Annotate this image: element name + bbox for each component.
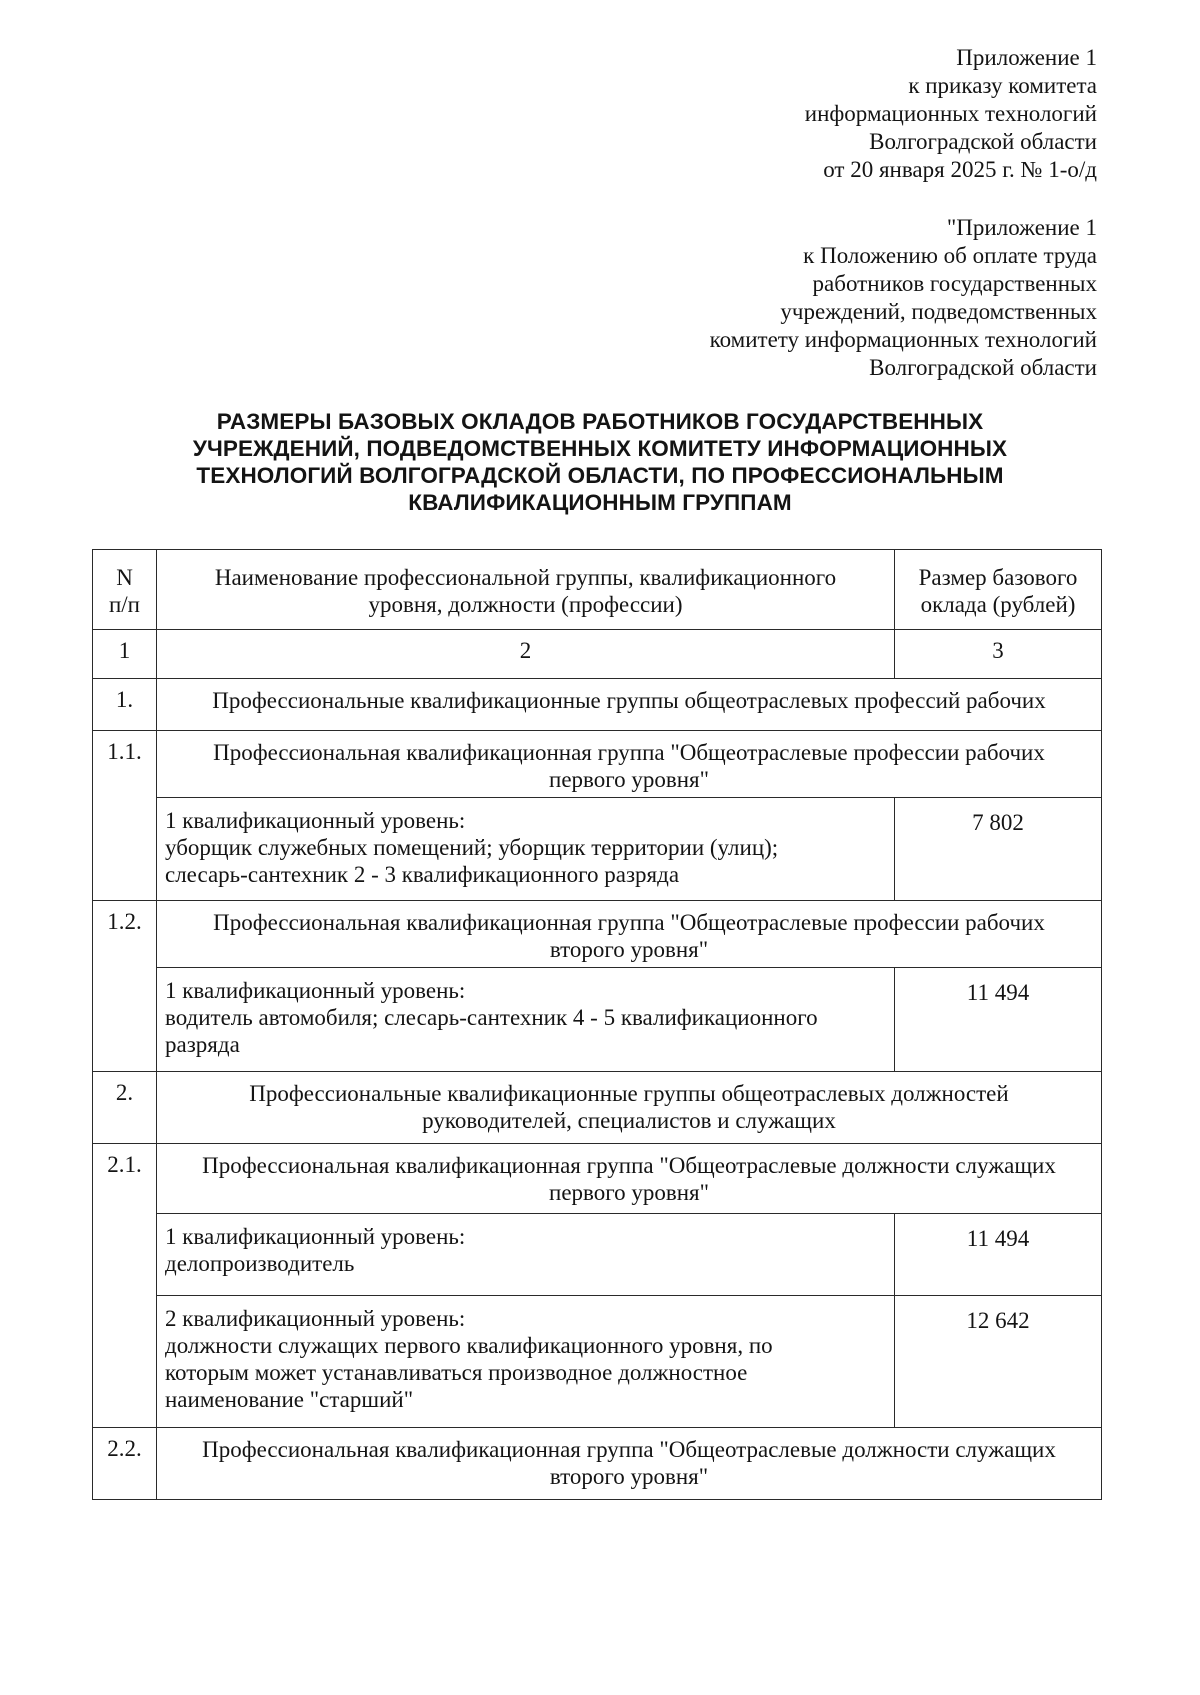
title-line: ТЕХНОЛОГИЙ ВОЛГОГРАДСКОЙ ОБЛАСТИ, ПО ПРОФЕССИОНАЛЬНЫМ	[196, 463, 1004, 488]
level-line: 1 квалификационный уровень:	[165, 978, 466, 1003]
title-line: УЧРЕЖДЕНИЙ, ПОДВЕДОМСТВЕННЫХ КОМИТЕТУ ИНФОРМАЦИОННЫХ	[192, 436, 1008, 461]
section-title-line: руководителей, специалистов и служащих	[422, 1108, 836, 1133]
level-line: 2 квалификационный уровень:	[165, 1306, 466, 1331]
level-line: 1 квалификационный уровень:	[165, 1224, 466, 1249]
group-title	[157, 1428, 1102, 1500]
group-title-line: Профессиональная квалификационная группа "Общеотраслевые профессии рабочих	[213, 910, 1045, 935]
group-row	[93, 1428, 1102, 1500]
group-title-line: Профессиональная квалификационная группа "Общеотраслевые должности служащих	[202, 1153, 1056, 1178]
level-description	[157, 968, 895, 1072]
header-salary-line: Размер базового	[918, 565, 1078, 590]
appendix-order-header	[805, 44, 1097, 184]
group-title	[157, 1144, 1102, 1214]
title-line: КВАЛИФИКАЦИОННЫМ ГРУППАМ	[408, 490, 792, 515]
section-title-line: Профессиональные квалификационные группы общеотраслевых должностей	[249, 1081, 1009, 1106]
appendix-regulation-header	[710, 214, 1097, 382]
column-number-cell: 1	[93, 630, 157, 679]
section-title	[157, 1072, 1102, 1144]
group-title-line: первого уровня"	[549, 767, 709, 792]
salary-value: 11 494	[895, 968, 1102, 1072]
group-row	[93, 731, 1102, 798]
salary-value: 11 494	[895, 1214, 1102, 1296]
appendix-regulation-line: к Положению об оплате труда	[803, 243, 1097, 268]
level-line: водитель автомобиля; слесарь-сантехник 4 - 5 квалификационного	[165, 1005, 818, 1030]
group-number: 2.1.	[93, 1144, 157, 1428]
appendix-regulation-line: "Приложение 1	[946, 215, 1097, 240]
appendix-regulation-line: Волгоградской области	[869, 355, 1097, 380]
group-title-line: Профессиональная квалификационная группа "Общеотраслевые должности служащих	[202, 1437, 1056, 1462]
section-title	[157, 679, 1102, 731]
salary-value: 7 802	[895, 798, 1102, 901]
level-row	[93, 1296, 1102, 1428]
level-row	[93, 798, 1102, 901]
group-title-line: первого уровня"	[549, 1180, 709, 1205]
salary-value: 12 642	[895, 1296, 1102, 1428]
header-salary-cell	[895, 550, 1102, 630]
header-number-line: N	[116, 565, 133, 590]
appendix-order-line: к приказу комитета	[908, 73, 1097, 98]
appendix-order-line: Приложение 1	[956, 45, 1097, 70]
level-description	[157, 1296, 895, 1428]
section-row	[93, 679, 1102, 731]
column-number-cell: 2	[157, 630, 895, 679]
header-name-line: уровня, должности (профессии)	[368, 592, 683, 617]
level-description	[157, 798, 895, 901]
group-number: 1.2.	[93, 901, 157, 1072]
group-title-line: второго уровня"	[549, 937, 709, 962]
group-title-line: второго уровня"	[549, 1464, 709, 1489]
level-line: наименование "старший"	[165, 1387, 414, 1412]
section-number: 2.	[93, 1072, 157, 1144]
level-line: делопроизводитель	[165, 1251, 355, 1276]
appendix-order-line: от 20 января 2025 г. № 1-о/д	[823, 157, 1097, 182]
section-row	[93, 1072, 1102, 1144]
document-title	[120, 408, 1080, 516]
level-line: слесарь-сантехник 2 - 3 квалификационного разряда	[165, 862, 680, 887]
appendix-order-line: Волгоградской области	[869, 129, 1097, 154]
group-number: 1.1.	[93, 731, 157, 901]
section-title-line: Профессиональные квалификационные группы общеотраслевых профессий рабочих	[212, 688, 1046, 713]
group-row	[93, 1144, 1102, 1214]
level-line: которым может устанавливаться производное должностное	[165, 1360, 748, 1385]
group-title-line: Профессиональная квалификационная группа "Общеотраслевые профессии рабочих	[213, 740, 1045, 765]
level-line: уборщик служебных помещений; уборщик территории (улиц);	[165, 835, 779, 860]
appendix-order-line: информационных технологий	[804, 101, 1097, 126]
title-line: РАЗМЕРЫ БАЗОВЫХ ОКЛАДОВ РАБОТНИКОВ ГОСУДАРСТВЕННЫХ	[216, 409, 984, 434]
appendix-regulation-line: учреждений, подведомственных	[780, 299, 1097, 324]
header-salary-line: оклада (рублей)	[920, 592, 1076, 617]
header-number-line: п/п	[108, 592, 140, 617]
header-name-line: Наименование профессиональной группы, квалификационного	[214, 565, 837, 590]
level-line: разряда	[165, 1032, 240, 1057]
level-line: должности служащих первого квалификационного уровня, по	[165, 1333, 773, 1358]
column-number-row	[93, 630, 1102, 679]
section-number: 1.	[93, 679, 157, 731]
header-number-cell	[93, 550, 157, 630]
level-line: 1 квалификационный уровень:	[165, 808, 466, 833]
level-row	[93, 1214, 1102, 1296]
appendix-regulation-line: работников государственных	[812, 271, 1097, 296]
group-title	[157, 901, 1102, 968]
level-description	[157, 1214, 895, 1296]
appendix-regulation-line: комитету информационных технологий	[709, 327, 1097, 352]
column-number-cell: 3	[895, 630, 1102, 679]
salary-table	[92, 549, 1102, 1500]
level-row	[93, 968, 1102, 1072]
group-row	[93, 901, 1102, 968]
group-number: 2.2.	[93, 1428, 157, 1500]
group-title	[157, 731, 1102, 798]
table-header-row	[93, 550, 1102, 630]
header-name-cell	[157, 550, 895, 630]
